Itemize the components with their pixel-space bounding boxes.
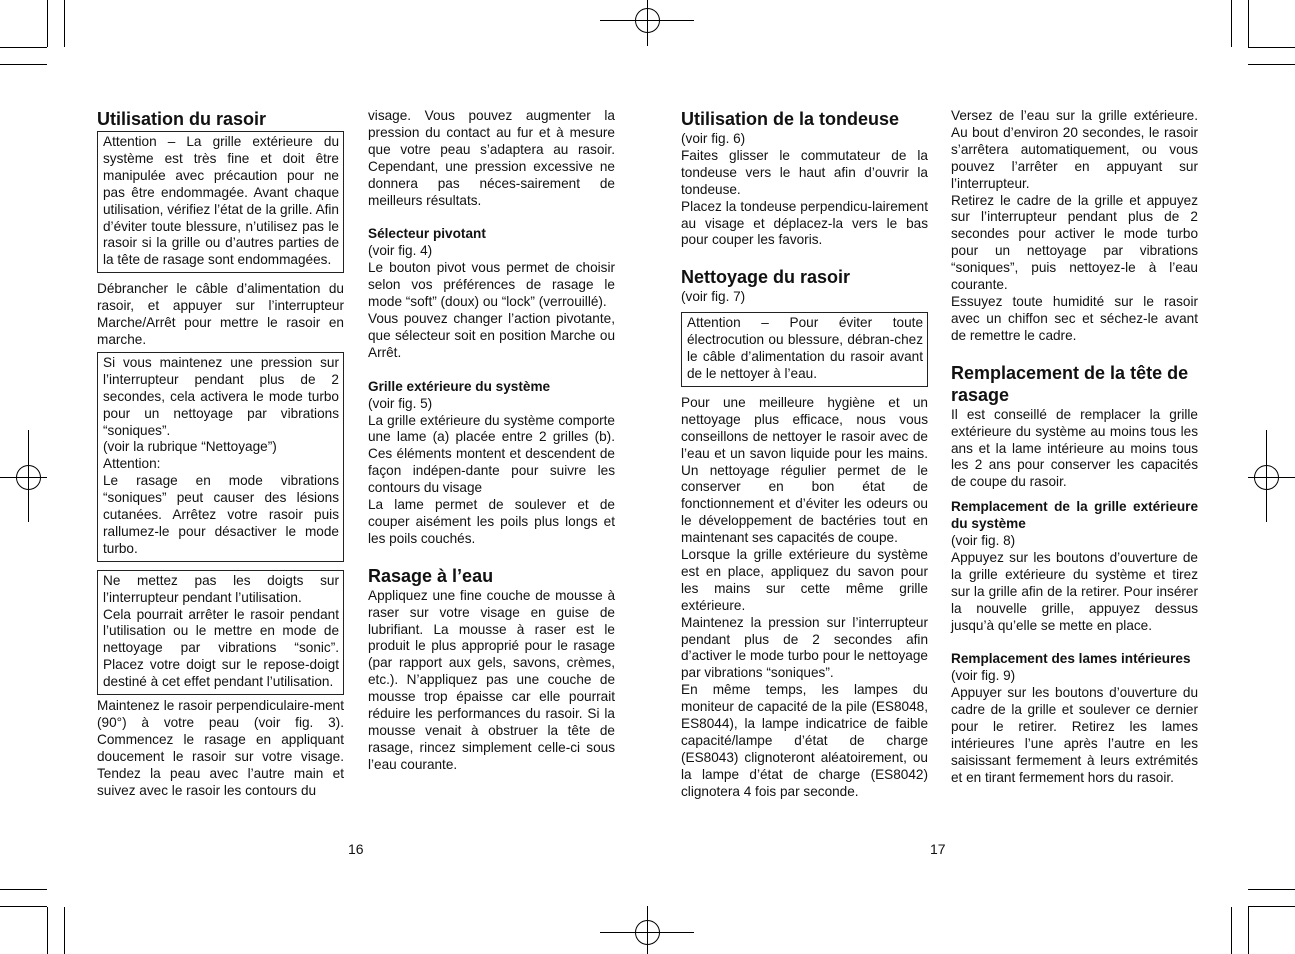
notice-box-turbo [97, 352, 344, 562]
heading-remplacement-lames: Remplacement des lames intérieures [951, 651, 1191, 667]
paragraph: visage. Vous pouvez augmenter la pression du contact au fur et à mesure que votre peau s’adaptera au rasoir. Cependant, une pression excessive ne donnera pas néces-sairement de meilleurs résultats. [368, 108, 615, 208]
paragraph: Débrancher le câble d’alimentation du rasoir, et appuyer sur l’interrupteur Marche/Arrêt pour mettre le rasoir en marche. [97, 281, 344, 347]
paragraph: Versez de l’eau sur la grille extérieure. Au bout d’environ 20 secondes, le rasoir s’arrêtera automatiquement, ou vous pouvez l’arrêter en appuyant sur l’interrupteur. [951, 108, 1198, 191]
notice-line: Si vous maintenez une pression sur l’interrupteur pendant plus de 2 secondes, cela activera le mode turbo pour un nettoyage par vibrations “soniques”. [103, 354, 339, 438]
warning-text: Attention – Pour éviter toute électrocution ou blessure, débran-chez le câble d’alimentation du rasoir avant de le nettoyer à l’eau. [687, 315, 923, 381]
column-4 [951, 108, 1198, 787]
figure-ref: (voir fig. 9) [951, 668, 1016, 684]
heading-remplacement-tete: Remplacement de la tête de rasage [951, 362, 1189, 405]
warning-box-electrocution [681, 312, 928, 387]
column-3 [681, 108, 928, 801]
warning-box-grille [97, 131, 344, 273]
heading-nettoyage-du-rasoir: Nettoyage du rasoir [681, 267, 851, 288]
notice-line: Le rasage en mode vibrations “soniques” peut causer des lésions cutanées. Arrêtez votre rasoir puis rallumez-le pour désactiver le mode turbo. [103, 473, 339, 556]
paragraph: Maintenez la pression sur l’interrupteur pendant plus de 2 secondes afin d’activer le mode turbo pour le nettoyage par vibrations “soniques”. [681, 614, 928, 681]
notice-line: Ne mettez pas les doigts sur l’interrupteur pendant l’utilisation. [103, 572, 339, 605]
paragraph: Placez la tondeuse perpendicu-lairement au visage et déplacez-la vers le bas pour couper les favoris. [681, 198, 928, 248]
notice-line: Cela pourrait arrêter le rasoir pendant l’utilisation ou le mettre en mode de nettoyage par vibrations “sonic”. Placez votre doigt sur le repose-doigt destiné à cet effet pendant l’utilisation. [103, 606, 339, 690]
paragraph: Faites glisser le commutateur de la tondeuse vers le haut afin d’ouvrir la tondeuse. [681, 147, 928, 197]
paragraph: Essuyez toute humidité sur le rasoir avec un chiffon sec et séchez-le avant de remettre le cadre. [951, 293, 1198, 343]
warning-text: Attention – La grille extérieure du système est très fine et doit être manipulée avec précaution pour ne pas être endommagée. Avant chaque utilisation, vérifiez l’état de la grille. Afin d’éviter toute blessure, n’utilisez pas le rasoir si la grille ou d’autres parties de la tête de rasage sont endommagées. [103, 134, 339, 268]
heading-grille-exterieure: Grille extérieure du système [368, 378, 551, 394]
heading-utilisation-tondeuse: Utilisation de la tondeuse [681, 109, 900, 129]
notice-box-doigts [97, 570, 344, 695]
paragraph: Appuyer sur les boutons d’ouverture du cadre de la grille et soulever ce dernier pour le retirer. Retirez les lames intérieures l’une après l’autre en les saisissant fermement à leurs extrémités et en tirant fermement hors du rasoir. [951, 685, 1198, 785]
paragraph: Lorsque la grille extérieure du système est en place, appliquez du savon pour les mains sur cette même grille extérieure. [681, 547, 928, 613]
paragraph: Appliquez une fine couche de mousse à raser sur votre visage en guise de lubrifiant. La mousse à raser est le produit le plus approprié pour le rasage (par rapport aux gels, savons, crèmes, etc.). N’appliquez pas une couche de mousse trop épaisse car elle pourrait réduire les performances du rasoir. Si la mousse venait à obstruer la tête de rasage, rincez simplement celle-ci sous l’eau courante. [368, 587, 615, 772]
page-number-right: 17 [930, 841, 946, 857]
paragraph: Maintenez le rasoir perpendiculaire-ment (90°) à votre peau (voir fig. 3). Commencez le rasage en appliquant doucement le rasoir sur votre visage. Tendez la peau avec l’autre main et suivez avec le rasoir les contours du [97, 698, 344, 798]
notice-line: (voir la rubrique “Nettoyage”) [103, 439, 277, 455]
paragraph: Il est conseillé de remplacer la grille extérieure du système au moins tous les ans et la lame intérieure au moins tous les 2 ans pour conserver les capacités de coupe du rasoir. [951, 406, 1198, 490]
paragraph: Le bouton pivot vous permet de choisir selon vos préférences de rasage le mode “soft” (doux) ou “lock” (verrouillé). [368, 260, 615, 310]
figure-ref: (voir fig. 7) [681, 289, 746, 305]
column-1 [97, 108, 344, 800]
paragraph: Vous pouvez changer l’action pivotante, que sélecteur soit en position Marche ou Arrêt. [368, 310, 615, 360]
paragraph: Pour une meilleure hygiène et un nettoyage plus efficace, nous vous conseillons de nettoyer le rasoir avec de l’eau et un savon liquide pour les mains. Un nettoyage régulier permet de le conserver en bon état de fonctionnement et d’éviter les odeurs ou le développement de bactéries tout en maintenant ses capacités de coupe. [681, 394, 928, 546]
figure-ref: (voir fig. 6) [681, 131, 746, 146]
paragraph: La grille extérieure du système comporte une lame (a) placée entre 2 grilles (b). Ces éléments montent et descendent de façon indépen-dante pour suivre les contours du visage [368, 412, 615, 496]
paragraph: Appuyez sur les boutons d’ouverture de la grille extérieure du système et tirez sur la grille afin de la retirer. Pour insérer la nouvelle grille, appuyez dessus jusqu’à qu’elle se mette en place. [951, 549, 1198, 633]
paragraph: Retirez le cadre de la grille et appuyez sur l’interrupteur pendant plus de 2 secondes pour activer le mode turbo pour un nettoyage par vibrations “soniques”, puis nettoyez-le à l’eau courante. [951, 192, 1198, 293]
figure-ref: (voir fig. 5) [368, 395, 433, 411]
figure-ref: (voir fig. 4) [368, 243, 433, 259]
paragraph: La lame permet de soulever et de couper aisément les poils plus longs et les poils couchés. [368, 497, 615, 546]
figure-ref: (voir fig. 8) [951, 533, 1016, 549]
heading-rasage-a-leau: Rasage à l’eau [368, 565, 494, 586]
page-number-left: 16 [348, 841, 364, 857]
heading-remplacement-grille: Remplacement de la grille extérieure du système [951, 499, 1198, 532]
heading-utilisation-du-rasoir: Utilisation du rasoir [97, 109, 267, 129]
heading-selecteur-pivotant: Sélecteur pivotant [368, 226, 486, 242]
notice-line: Attention: [103, 456, 161, 472]
paragraph: En même temps, les lampes du moniteur de capacité de la pile (ES8048, ES8044), la lampe indicatrice de faible capacité/lampe d’état de charge (ES8043) clignoteront aléatoirement, ou la lampe d’état de charge (ES8042) clignotera 4 fois par seconde. [681, 682, 928, 799]
column-2 [368, 108, 615, 774]
